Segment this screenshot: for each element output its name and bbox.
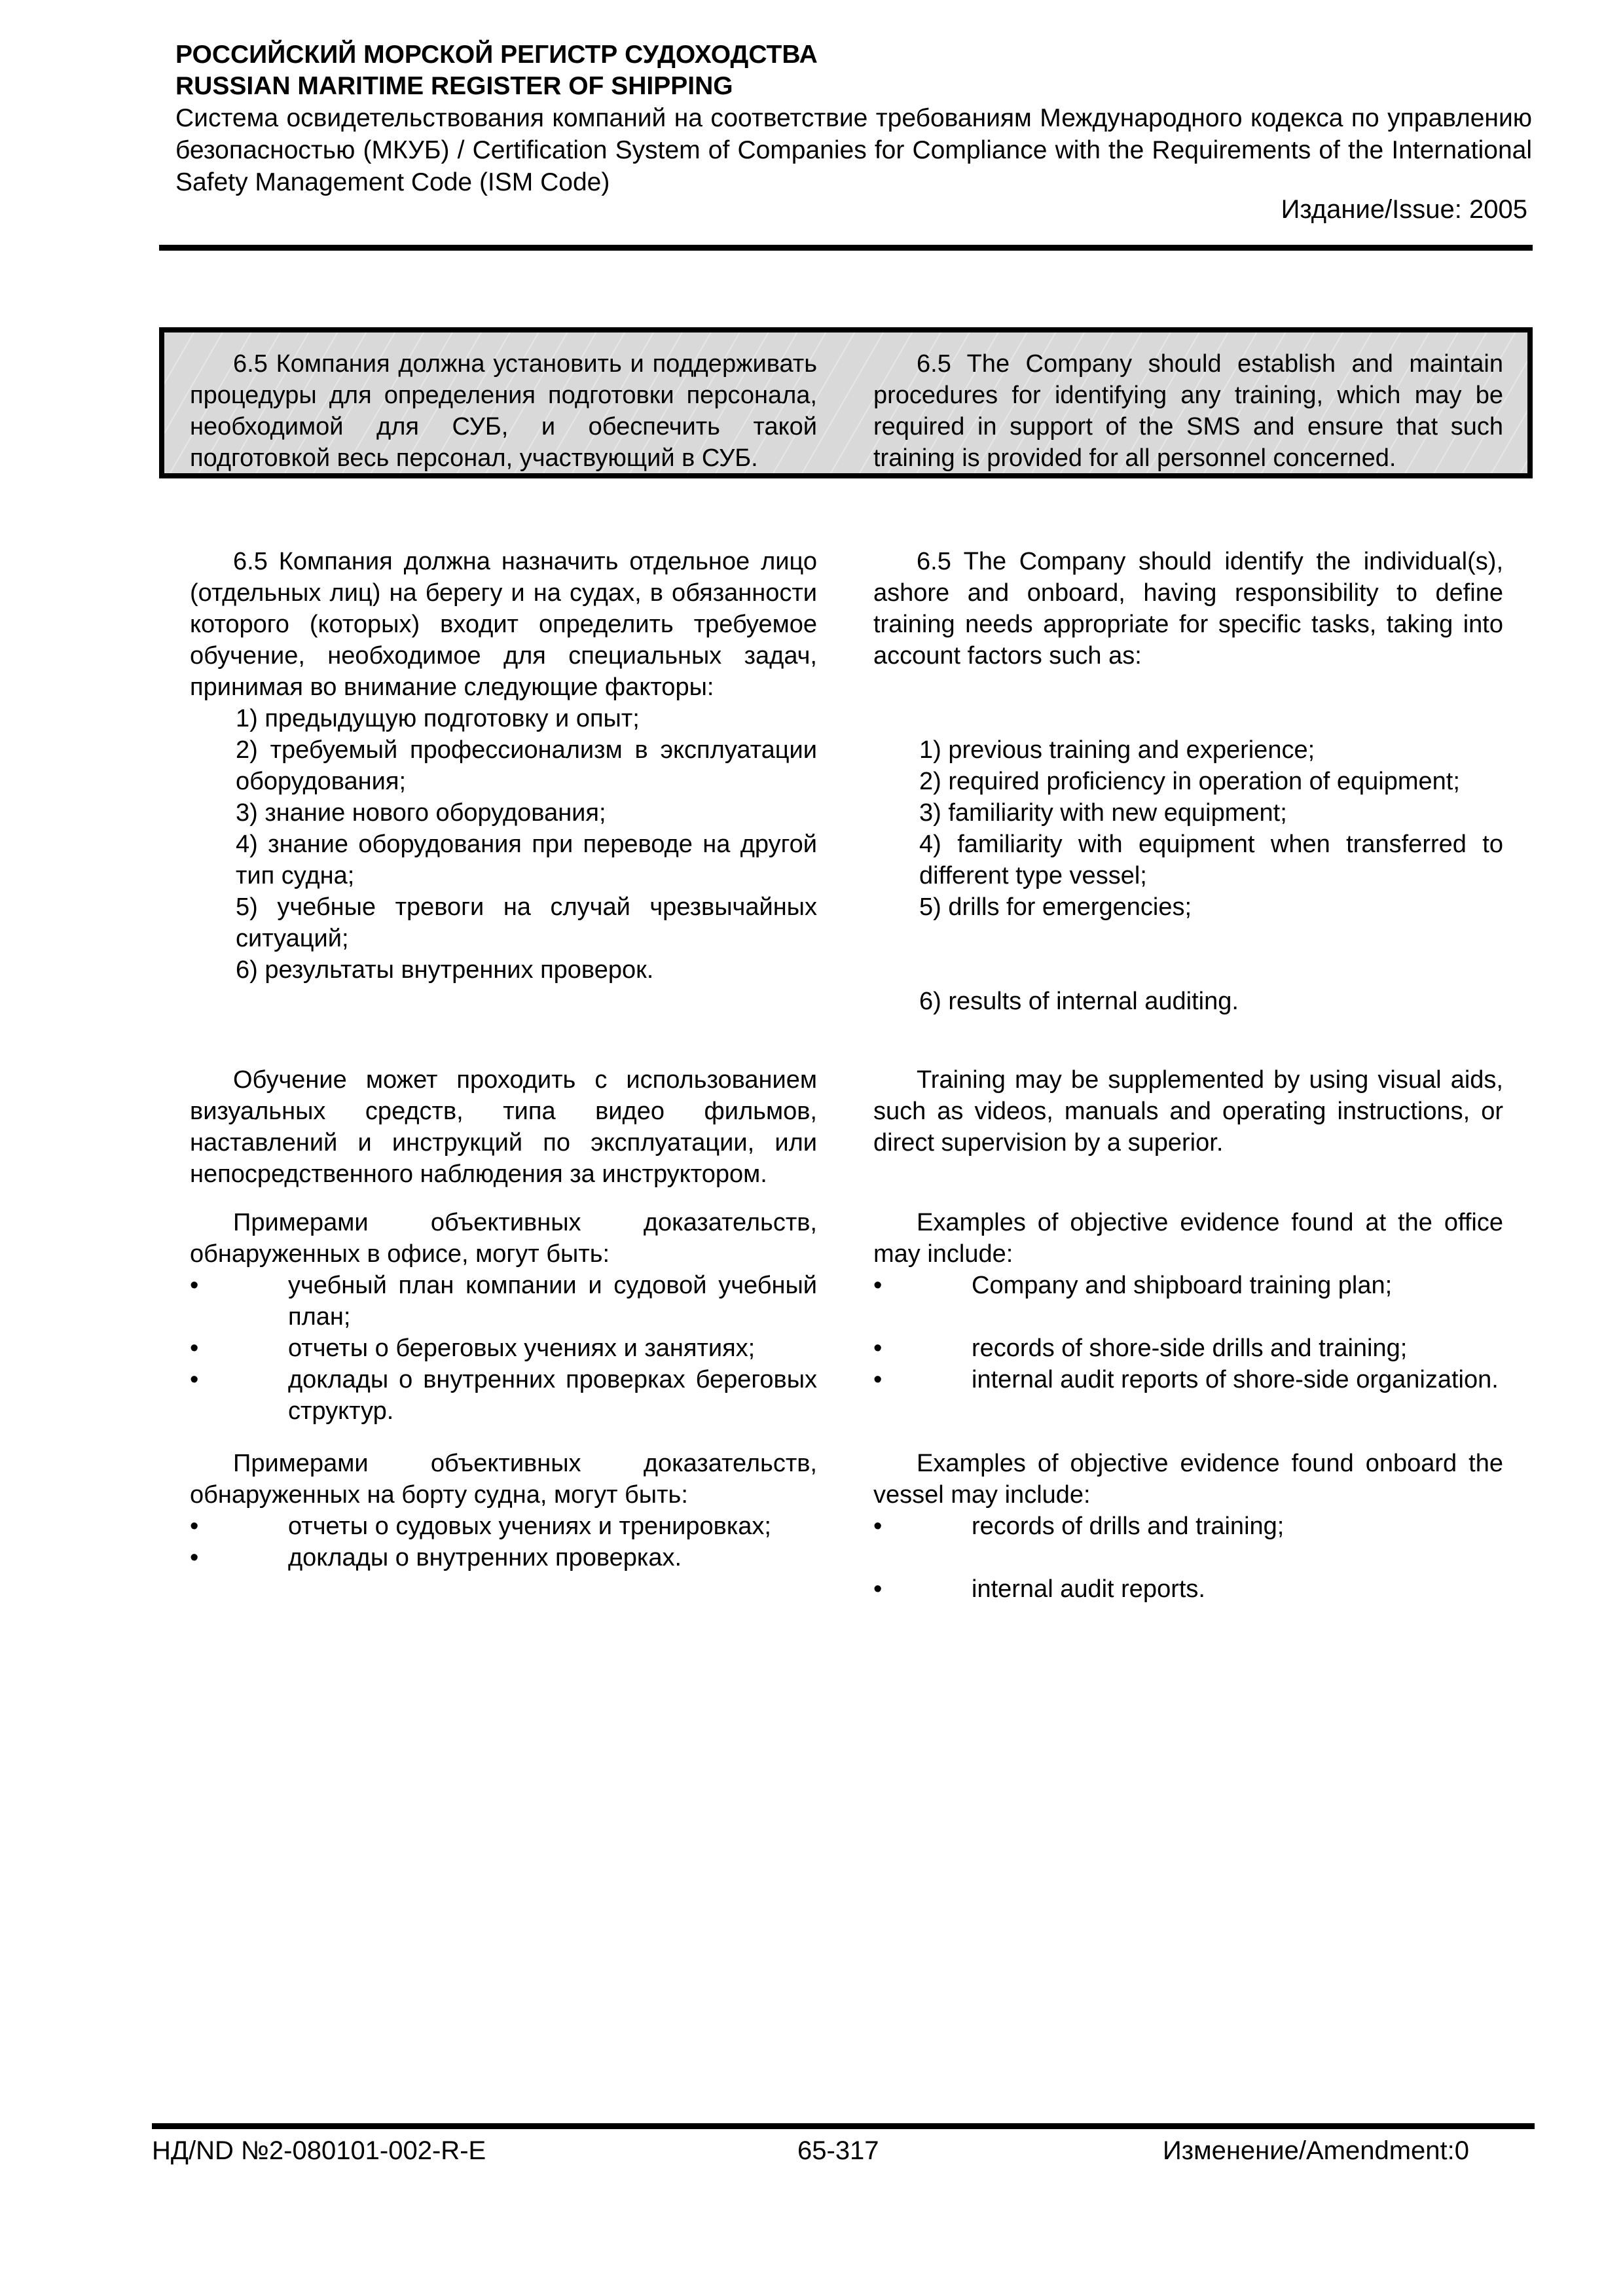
bullet-icon: • — [190, 1335, 199, 1362]
guidance-en-block1 — [873, 546, 1503, 672]
bullet-icon: • — [190, 1272, 199, 1299]
training-en — [873, 1064, 1503, 1158]
doc-number: НД/ND №2-080101-002-R-E — [152, 2136, 486, 2165]
office-evidence-ru — [190, 1207, 817, 1427]
vessel-intro-en: Examples of objective evidence found onboard the vessel may include: — [873, 1450, 1503, 1509]
bullet-icon: • — [873, 1513, 883, 1540]
office-item-en-1: Company and shipboard training plan; — [972, 1272, 1393, 1299]
vessel-item-ru-2: доклады о внутренних проверках. — [288, 1544, 682, 1571]
training-en-text: Training may be supplemented by using visual aids, such as videos, manuals and operating instructions, or direct supervision by a superior. — [873, 1066, 1503, 1157]
bullet-icon: • — [873, 1335, 883, 1362]
vessel-evidence-en — [873, 1448, 1503, 1605]
office-evidence-en — [873, 1207, 1503, 1395]
factor-ru-3: 3) знание нового оборудования; — [236, 799, 606, 827]
guidance-ru-intro: 6.5 Компания должна назначить отдельное лицо (отдельных лиц) на берегу и на судах, в обязанности которого (которых) входит определить требуемое обучение, необходимое для специальных задач, принимая во внимание следующие факторы: — [190, 548, 817, 701]
list-item — [190, 1511, 817, 1542]
factor-en-2: 2) required proficiency in operation of equipment; — [919, 768, 1460, 795]
factor-ru-1: 1) предыдущую подготовку и опыт; — [236, 705, 640, 732]
guidance-en-intro: 6.5 The Company should identify the individual(s), ashore and onboard, having responsibility to define training needs appropriate for specific tasks, taking into account factors such as: — [873, 548, 1503, 670]
issue-label: Издание/Issue: 2005 — [1281, 195, 1527, 224]
office-intro-en: Examples of objective evidence found at the office may include: — [873, 1209, 1503, 1268]
office-item-en-2: records of shore-side drills and training; — [972, 1335, 1408, 1362]
vessel-item-en-1: records of drills and training; — [972, 1513, 1285, 1540]
list-item — [873, 1511, 1503, 1542]
list-item — [873, 1573, 1503, 1605]
bullet-icon: • — [873, 1575, 883, 1603]
factor-ru-2: 2) требуемый профессионализм в эксплуатации оборудования; — [236, 736, 817, 795]
factor-ru-5: 5) учебные тревоги на случай чрезвычайных ситуаций; — [236, 893, 817, 952]
bullet-icon: • — [190, 1366, 199, 1393]
vessel-evidence-ru — [190, 1448, 817, 1573]
factor-en-6: 6) results of internal auditing. — [919, 988, 1239, 1015]
vessel-item-ru-1: отчеты о судовых учениях и тренировках; — [288, 1513, 771, 1540]
training-ru — [190, 1064, 817, 1190]
page-number: 65-317 — [797, 2136, 879, 2165]
list-item — [873, 1364, 1503, 1395]
bullet-icon: • — [873, 1366, 883, 1393]
document-subtitle: Система освидетельствования компаний на соответствие требованиям Международного кодекса по управлению безопасностью (МКУБ) / Certification System of Companies for Compliance with the Requirements of the International Safety Management Code (ISM Code) — [175, 104, 1532, 196]
factor-en-5: 5) drills for emergencies; — [919, 893, 1192, 921]
bullet-icon: • — [873, 1272, 883, 1299]
vessel-item-en-2: internal audit reports. — [972, 1575, 1205, 1603]
list-item — [873, 1270, 1503, 1301]
office-item-ru-3: доклады о внутренних проверках береговых структур. — [288, 1366, 817, 1425]
list-item — [873, 1333, 1503, 1364]
org-name-ru: РОССИЙСКИЙ МОРСКОЙ РЕГИСТР СУДОХОДСТВА — [175, 41, 818, 69]
factor-en-6-wrap — [873, 986, 1503, 1017]
office-intro-ru: Примерами объективных доказательств, обнаруженных в офисе, могут быть: — [190, 1209, 817, 1268]
factors-en — [873, 734, 1503, 923]
bullet-icon: • — [190, 1513, 199, 1540]
office-item-ru-1: учебный план компании и судовой учебный план; — [288, 1272, 817, 1331]
factor-en-4: 4) familiarity with equipment when transferred to different type vessel; — [919, 831, 1503, 889]
footer-divider — [152, 2123, 1535, 2129]
requirement-en: 6.5 The Company should establish and maintain procedures for identifying any training, which may be required in support of the SMS and ensure that such training is provided for all personnel concerned. — [873, 350, 1503, 472]
factor-en-3: 3) familiarity with new equipment; — [919, 799, 1287, 827]
amendment-label: Изменение/Amendment:0 — [1163, 2136, 1469, 2165]
bullet-icon: • — [190, 1544, 199, 1571]
factor-ru-6: 6) результаты внутренних проверок. — [236, 956, 654, 984]
list-item — [190, 1270, 817, 1333]
list-item — [190, 1542, 817, 1573]
factor-ru-4: 4) знание оборудования при переводе на другой тип судна; — [236, 831, 817, 889]
guidance-ru-block1 — [190, 546, 817, 986]
requirement-ru: 6.5 Компания должна установить и поддерживать процедуры для определения подготовки персонала, необходимой для СУБ, и обеспечить такой подготовкой весь персонал, участвующий в СУБ. — [190, 350, 817, 472]
org-name-en: RUSSIAN MARITIME REGISTER OF SHIPPING — [175, 72, 733, 100]
office-item-en-3: internal audit reports of shore-side organization. — [972, 1366, 1499, 1393]
office-item-ru-2: отчеты о береговых учениях и занятиях; — [288, 1335, 756, 1362]
factor-en-1: 1) previous training and experience; — [919, 736, 1315, 764]
training-ru-text: Обучение может проходить с использованием визуальных средств, типа видео фильмов, наставлений и инструкций по эксплуатации, или непосредственного наблюдения за инструктором. — [190, 1066, 817, 1188]
header-divider — [159, 245, 1533, 251]
vessel-intro-ru: Примерами объективных доказательств, обнаруженных на борту судна, могут быть: — [190, 1450, 817, 1509]
list-item — [190, 1364, 817, 1427]
list-item — [190, 1333, 817, 1364]
